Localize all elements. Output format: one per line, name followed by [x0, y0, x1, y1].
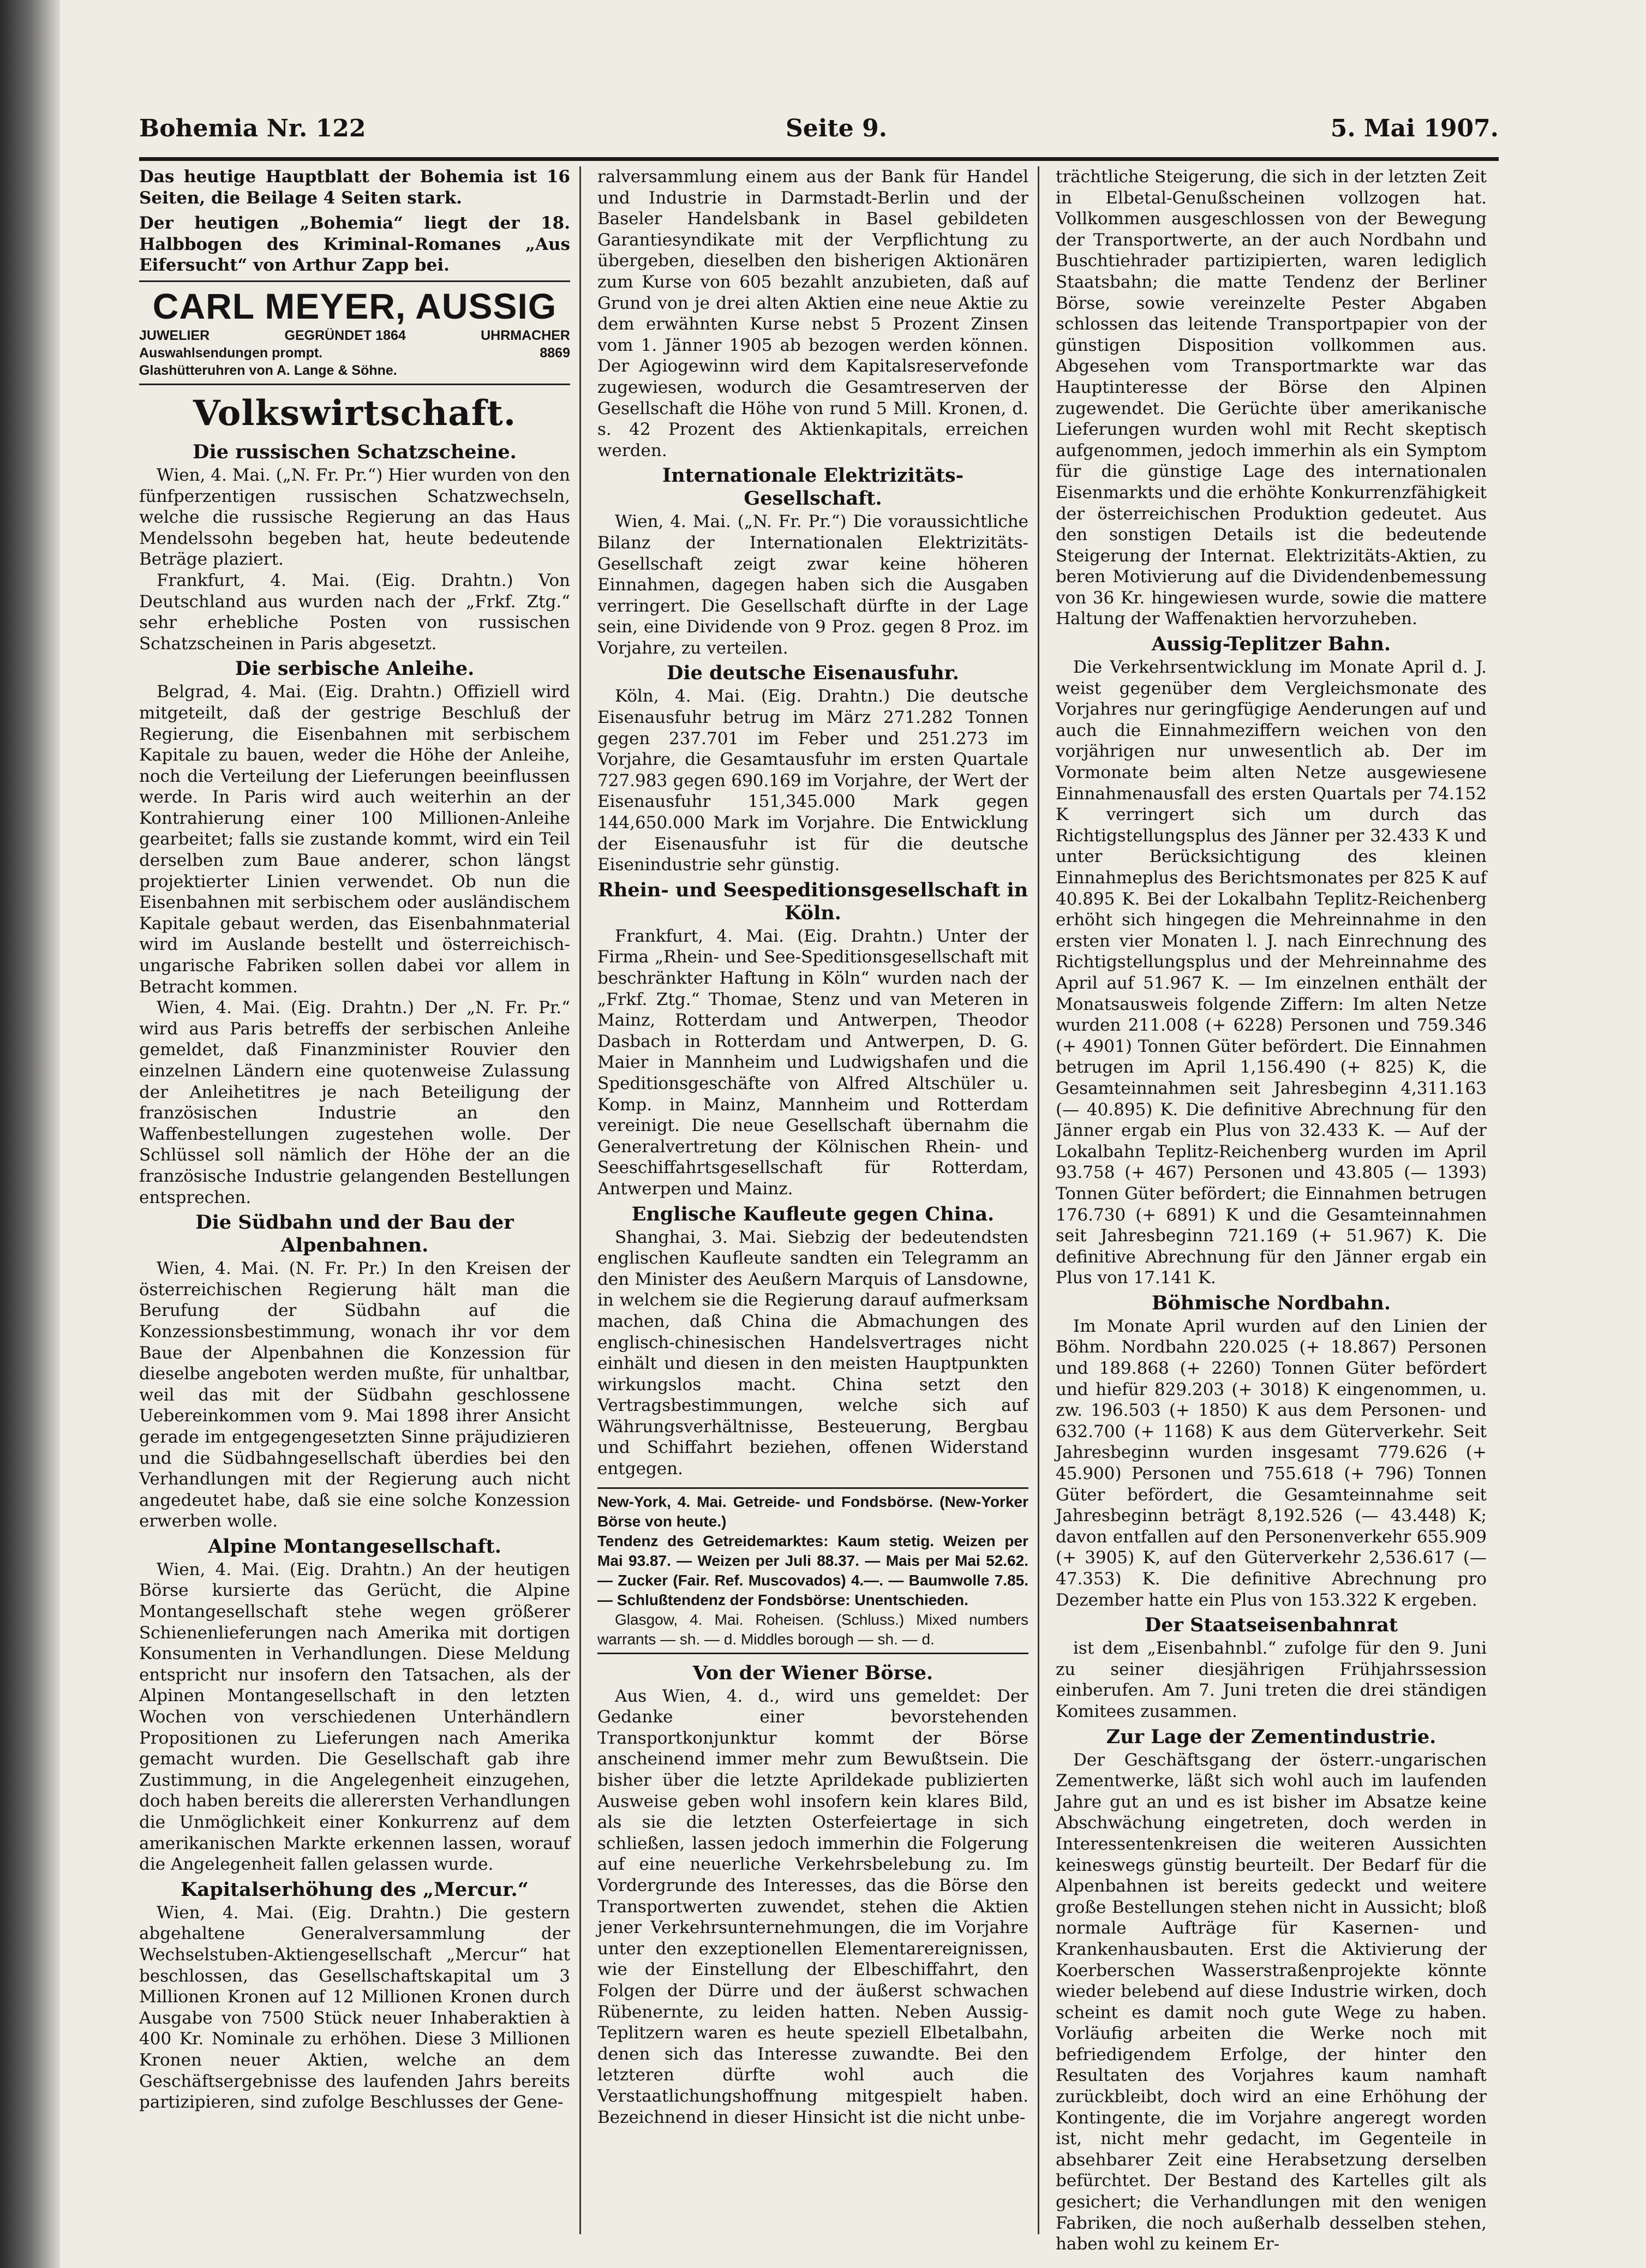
advertisement — [139, 280, 570, 385]
ad-tagline — [139, 327, 570, 344]
article-paragraph: Im Monate April wurden auf den Linien der Böhm. Nordbahn 220.025 (+ 18.867) Personen und 189.868 (+ 2260) Tonnen Güter befördert und hiefür 829.203 (+ 3018) K eingenommen, u. zw. 196.503 (+ 1850) K aus dem Personen- und 632.700 (+ 1168) K aus dem Güterverkehr. Seit Jahresbeginn wurden insgesamt 779.626 (+ 45.900) Personen und 755.618 (+ 796) Tonnen Güter befördert, die Gesamteinnahme seit Jahresbeginn beträgt 8,192.526 (— 43.448) K; davon entfallen auf den Personenverkehr 655.909 (+ 3905) K, auf den Güterverkehr 2,536.617 (— 47.353) K. Die definitive Abrechnung pro Dezember hatte ein Plus von 153.322 K ergeben. — [1056, 1316, 1487, 1610]
column-2 — [597, 166, 1028, 2234]
article-title: Die deutsche Eisenausfuhr. — [667, 662, 959, 685]
article-paragraph: Die Verkehrsentwicklung im Monate April d. J. weist gegenüber dem Vergleichsmonate des Vorjahres nur geringfügige Aenderungen auf und auch die Einnahmeziffern weichen von den vorjährigen nur unwesentlich ab. Der im Vormonate beim alten Netze ausgewiesene Einnahmenausfall des ersten Quartals per 74.152 K verringert sich um durch das Richtigstellungsplus des Jänner per 32.433 K und unter Berücksichtigung des kleinen Einnahmeplus des Berichtsmonates per 825 K auf 40.895 K. Bei der Lokalbahn Teplitz-Reichenberg erhöht sich hingegen die Mehreinnahme in den ersten vier Monaten l. J. nach Einrechnung des Richtigstellungsplus und der Mehreinnahme des April auf 51.967 K. — Im einzelnen enthält der Monatsausweis folgende Ziffern: Im alten Netze wurden 211.008 (+ 6228) Personen und 759.346 (+ 4901) Tonnen Güter befördert. Die Einnahmen betrugen im April 1,156.490 (+ 825) K, die Gesamteinnahmen seit Jahresbeginn 4,311.163 (— 40.895) K. Die definitive Abrechnung für den Jänner ergab ein Plus von 32.433 K. — Auf der Lokalbahn Teplitz-Reichenberg wurden im April 93.758 (+ 467) Personen und 43.805 (— 1393) Tonnen Güter befördert; die Einnahmen betrugen 176.730 (+ 6891) K und die Gesamteinnahmen seit Jahresbeginn 721.169 (+ 51.967) K. Die definitive Abrechnung für den Jänner ergab ein Plus von 17.141 K. — [1056, 657, 1487, 1288]
section-title: Volkswirtschaft. — [193, 392, 517, 434]
issue-date: 5. Mai 1907. — [1330, 115, 1499, 142]
article-title: Der Staatseisenbahnrat — [1144, 1614, 1398, 1637]
page-header — [139, 115, 1499, 158]
page-number: Seite 9. — [786, 115, 888, 142]
article-paragraph: Wien, 4. Mai. (Eig. Drahtn.) An der heutigen Börse kursierte das Gerücht, die Alpine Montangesellschaft stehe wegen größerer Schienenlieferungen nach Amerika mit dortigen Konsumenten in Verhandlungen. Diese Meldung entspricht nur insofern den Tatsachen, als der Alpinen Montangesellschaft in den letzten Wochen von verschiedenen Unterhändlern Propositionen zu Lieferungen nach Amerika gemacht wurden. Die Gesellschaft gab ihre Zustimmung, in die Angelegenheit einzugehen, doch haben bereits die allerersten Verhandlungen die Unmöglichkeit einer Konkurrenz auf dem amerikanischen Markte erkennen lassen, worauf die Angelegenheit fallen gelassen wurde. — [139, 1559, 570, 1875]
article-paragraph: Wien, 4. Mai. (N. Fr. Pr.) In den Kreisen der österreichischen Regierung hält man die Berufung der Südbahn auf die Konzessionsbestimmung, wonach ihr vor dem Baue der Alpenbahnen die Konzession für dieselbe angeboten werden mußte, für unhaltbar, weil das mit der Südbahn geschlossene Uebereinkommen vom 9. Mai 1898 ihrer Ansicht gerade im entgegengesetzten Sinne präjudizieren und die Südbahngesellschaft überdies bei den Verhandlungen mit der Regierung auch nicht angedeutet habe, daß sie eine solche Konzession erwerben wolle. — [139, 1259, 570, 1531]
article-paragraph: Wien, 4. Mai. („N. Fr. Pr.“) Die voraussichtliche Bilanz der Internationalen Elektrizitäts-Gesellschaft zeigt zwar keine höheren Einnahmen, dagegen haben sich die Ausgaben verringert. Die Gesellschaft dürfte in der Lage sein, eine Dividende von 9 Proz. gegen 8 Proz. im Vorjahre, zu verteilen. — [597, 512, 1028, 658]
ad-shipping: Auswahlsendungen prompt. — [139, 345, 323, 361]
article-title: Aussig-Teplitzer Bahn. — [1151, 633, 1391, 656]
article-paragraph: ralversammlung einem aus der Bank für Handel und Industrie in Darmstadt-Berlin und der Baseler Handelsbank in Basel gebildeten Garantiesyndikate mit der Verpflichtung zu übergeben, dieselben den bisherigen Aktionären zum Kurse von 605 bezahlt anzubieten, daß auf Grund von je drei alten Aktien eine neue Aktie zu dem erwähnten Kurse nebst 5 Prozent Zinsen vom 1. Jänner 1905 ab bezogen werden können. Der Agiogewinn wird dem Kapitalsreservefonde zugewiesen, wodurch die Gesamtreserven der Gesellschaft die Höhe von rund 5 Mill. Kronen, d. s. 42 Prozent des Aktienkapitals, erreichen werden. — [597, 167, 1028, 460]
article-title: Kapitalserhöhung des „Mercur.“ — [181, 1878, 529, 1901]
column-3 — [1056, 166, 1487, 2254]
article-title: Zur Lage der Zementindustrie. — [1106, 1725, 1436, 1748]
article-title: Von der Wiener Börse. — [692, 1661, 933, 1684]
ad-watches: Glashütteruhren von A. Lange & Söhne. — [139, 362, 397, 378]
article-paragraph: Frankfurt, 4. Mai. (Eig. Drahtn.) Von Deutschland aus wurden nach der „Frkf. Ztg.“ sehr erhebliche Posten von russischen Schatzscheinen in Paris abgesetzt. — [139, 570, 570, 654]
ad-jeweler: JUWELIER — [139, 327, 210, 343]
article-paragraph: Wien, 4. Mai. (Eig. Drahtn.) Der „N. Fr. Pr.“ wird aus Paris betreffs der serbischen Anleihe gemeldet, daß Finanzminister Rouvier den einzelnen Ländern eine quotenweise Zulassung der Anleihetitres je nach Beteiligung der französischen Industrie an den Waffenbestellungen zugestehen wolle. Der Schlüssel soll nämlich der Höhe der an die französische Industrie gelangenden Bestellungen entsprechen. — [139, 998, 570, 1207]
ad-watchmaker: UHRMACHER — [481, 327, 570, 343]
scan-binding-shadow — [0, 0, 60, 2268]
article-paragraph: Frankfurt, 4. Mai. (Eig. Drahtn.) Unter der Firma „Rhein- und See-Speditionsgesellschaft mit beschränkter Haftung in Köln“ wurden nach der „Frkf. Ztg.“ Thomae, Stenz und van Meteren in Mainz, Rotterdam und Antwerpen, Theodor Dasbach in Rotterdam und Antwerpen, D. G. Maier in Mannheim und Ludwigshafen und die Speditionsgeschäfte von Alfred Altschüler u. Komp. in Mainz, Mannheim und Rotterdam vereinigt. Die neue Gesellschaft übernahm die Generalvertretung der Kölnischen Rhein- und Seeschiffahrtsgesellschaft für Rotterdam, Antwerpen und Mainz. — [597, 926, 1028, 1199]
article-title: Böhmische Nordbahn. — [1151, 1291, 1391, 1314]
article-paragraph: trächtliche Steigerung, die sich in der letzten Zeit in Elbetal-Genußscheinen vollzogen hat. Vollkommen ausgeschlossen von der Bewegung der Transportwerte, an der auch Nordbahn und Buschtiehrader partizipierten, waren lediglich Staatsbahn; die matte Tendenz der Berliner Börse, sowie vereinzelte Pester Abgaben schlossen das leitende Transportpapier von der günstigen Disposition vollkommen aus. Abgesehen vom Transportmarkte war das Hauptinteresse der Börse den Alpinen zugewendet. Die Gerüchte über amerikanische Lieferungen wurden wohl mit Recht skeptisch aufgenommen, jedoch immerhin als ein Symptom für die günstige Lage des internationalen Eisenmarkts und die erhöhte Konkurrenzfähigkeit der österreichischen Produktion gedeutet. Aus den sonstigen Details ist die bedeutende Steigerung der Internat. Elektrizitäts-Aktien, zu beren Motivierung auf die Dividendenbemessung von 36 Kr. hingewiesen wurde, sowie die mattere Haltung der Waffenaktien hervorzuheben. — [1056, 167, 1487, 629]
ad-company-name: CARL MEYER, AUSSIG — [152, 285, 557, 326]
article-paragraph: Wien, 4. Mai. (Eig. Drahtn.) Die gestern abgehaltene Generalversammlung der Wechselstuben-Aktiengesellschaft „Mercur“ hat beschlossen, das Gesellschaftskapital um 3 Millionen Kronen auf 12 Millionen Kronen durch Ausgabe von 7500 Stück neuer Inhaberaktien à 400 Kr. Nominale zu erhöhen. Diese 3 Millionen Kronen neuer Aktien, welche an dem Geschäftsergebnisse des laufenden Jahrs bereits partizipieren, sind zufolge Beschlusses der Gene- — [139, 1902, 570, 2113]
article-title: Rhein- und Seespeditionsgesellschaft in Köln. — [597, 878, 1028, 924]
article-title: Alpine Montangesellschaft. — [208, 1535, 501, 1558]
article-paragraph: Wien, 4. Mai. („N. Fr. Pr.“) Hier wurden von den fünfperzentigen russischen Schatzwechseln, welche die russische Regierung an das Haus Mendelssohn begeben hat, heute bedeutende Beträge plaziert. — [139, 465, 570, 570]
ad-code: 8869 — [540, 345, 570, 361]
notice-page-count: Das heutige Hauptblatt der Bohemia ist 16 Seiten, die Beilage 4 Seiten stark. — [139, 167, 570, 208]
article-title: Die serbische Anleihe. — [235, 657, 475, 680]
article-paragraph: Der Geschäftsgang der österr.-ungarischen Zementwerke, läßt sich wohl auch im laufenden Jahre gut an und es ist bisher im Absatze keine Abschwächung eingetreten, doch werden in Interessentenkreisen die weiteren Aussichten keineswegs günstig beurteilt. Der Bedarf für die Alpenbahnen ist bereits gedeckt und weitere große Bestellungen stehen nicht in Aussicht; bloß normale Aufträge für Kasernen- und Krankenhausbauten. Erst die Aktivierung der Koerberschen Wasserstraßenprojekte könnte wieder belebend auf diese Industrie wirken, doch scheint es damit noch gute Wege zu haben. Vorläufig arbeiten die Werke noch mit befriedigendem Erfolge, der hinter den Resultaten des Vorjahres kaum namhaft zurückbleibt, doch wird an eine Erhöhung der Kontingente, die im Vorjahre angeregt worden ist, nicht mehr gedacht, im Gegenteile in absehbarer Zeit eine Herabsetzung derselben befürchtet. Der Bestand des Kartelles gilt als gesichert; die Verhandlungen mit den wenigen Fabriken, die noch außerhalb desselben stehen, haben wohl zu keinem Er- — [1056, 1750, 1487, 2254]
article-title: Internationale Elektrizitäts-Gesellschaft. — [662, 464, 964, 510]
article-title: Die russischen Schatzscheine. — [193, 440, 517, 463]
market-heading: New-York, 4. Mai. Getreide- und Fondsbörse. (New-Yorker Börse von heute.) — [597, 1493, 1028, 1530]
ad-founded: GEGRÜNDET 1864 — [284, 327, 406, 343]
issue-number: Bohemia Nr. 122 — [139, 115, 366, 142]
article-title: Die Südbahn und der Bau der Alpenbahnen. — [195, 1211, 514, 1257]
article-paragraph: ist dem „Eisenbahnbl.“ zufolge für den 9. Juni zu seiner diesjährigen Frühjahrssession einberufen. Am 7. Juni treten die drei ständigen Komitees zusammen. — [1056, 1638, 1487, 1721]
column-1 — [139, 166, 570, 2234]
notice-novel-supplement: Der heutigen „Bohemia“ liegt der 18. Halbbogen des Kriminal-Romanes „Aus Eifersucht“ von Arthur Zapp bei. — [139, 213, 570, 276]
article-paragraph: Aus Wien, 4. d., wird uns gemeldet: Der Gedanke einer bevorstehenden Transportkonjunktur kommt der Börse anscheinend immer mehr zum Bewußtsein. Die bisher über die letzte Aprildekade publizierten Ausweise geben wohl insofern kein klares Bild, als sie die letzten Osterfeiertage in sich schließen, lassen jedoch immerhin die Folgerung auf eine neuerliche Verkehrsbelebung zu. Im Vordergrunde des Interesses, das die Börse den Transportwerten zuwendet, stehen die Aktien jener Verkehrsunternehmungen, die im Vorjahre unter den exzeptionellen Elementarereignissen, wie der Einstellung der Elbeschiffahrt, den Folgen der Dürre und der äußerst schwachen Rübenernte, zu leiden hatten. Neben Aussig-Teplitzern waren es heute speziell Elbetalbahn, denen sich das Interesse zuwandte. Bei den letzteren dürfte wohl auch die Verstaatlichungshoffnung mitgespielt haben. Bezeichnend in dieser Hinsicht ist die nicht unbe- — [597, 1686, 1028, 2127]
column-rule — [579, 166, 581, 2234]
article-paragraph: Köln, 4. Mai. (Eig. Drahtn.) Die deutsche Eisenausfuhr betrug im März 271.282 Tonnen gegen 237.701 im Feber und 251.273 im Vorjahre, die Gesamtausfuhr im ersten Quartale 727.983 gegen 690.169 im Vorjahre, der Wert der Eisenausfuhr 151,345.000 Mark gegen 144,650.000 Mark im Vorjahre. Die Entwicklung der Eisenausfuhr ist für die deutsche Eisenindustrie sehr günstig. — [597, 686, 1028, 875]
ad-watches-line — [139, 362, 570, 379]
market-glasgow: Glasgow, 4. Mai. Roheisen. (Schluss.) Mixed numbers warrants — sh. — d. Middles borough — sh. — d. — [597, 1611, 1028, 1648]
header-rule — [139, 157, 1499, 161]
article-paragraph: Shanghai, 3. Mai. Siebzig der bedeutendsten englischen Kaufleute sandten ein Telegramm an den Minister des Aeußern Marquis of Lansdowne, in welchem sie die Regierung darauf aufmerksam machen, daß China die Abmachungen des englisch-chinesischen Handelsvertrages nicht einhält und diesen in den meisten Hauptpunkten wirkungslos macht. China setzt den Vertragsbestimmungen, welche sich auf Währungsverhältnisse, Besteuerung, Bergbau und Schiffahrt beziehen, offenen Widerstand entgegen. — [597, 1227, 1028, 1479]
market-report — [597, 1487, 1028, 1654]
article-title: Englische Kaufleute gegen China. — [631, 1202, 995, 1225]
ad-shipping-line — [139, 344, 570, 362]
market-prices: Tendenz des Getreidemarktes: Kaum stetig. Weizen per Mai 93.87. — Weizen per Juli 88.37. — Mais per Mai 52.62. — Zucker (Fair. Ref. Muscovados) 4.—. — Baumwolle 7.85. — Schlußtendenz der Fondsbörse: Unentschieden. — [597, 1532, 1028, 1608]
article-paragraph: Belgrad, 4. Mai. (Eig. Drahtn.) Offiziell wird mitgeteilt, daß der gestrige Beschluß der Regierung, die Eisenbahnen mit serbischem Kapitale zu bauen, weder die Höhe der Anleihe, noch die Verteilung der Lieferungen beeinflussen werde. In Paris wird auch weiterhin an der Kontrahierung einer 100 Millionen-Anleihe gearbeitet; falls sie zustande kommt, wird ein Teil derselben zum Baue anderer, schon längst projektierter Linien verwendet. Ob nun die Eisenbahnen mit serbischem oder ausländischem Kapitale gebaut werden, das Eisenbahnmaterial wird im Auslande bestellt und österreichisch-ungarische Fabriken sollen dabei vor allem in Betracht kommen. — [139, 682, 570, 997]
column-rule — [1038, 166, 1039, 2234]
